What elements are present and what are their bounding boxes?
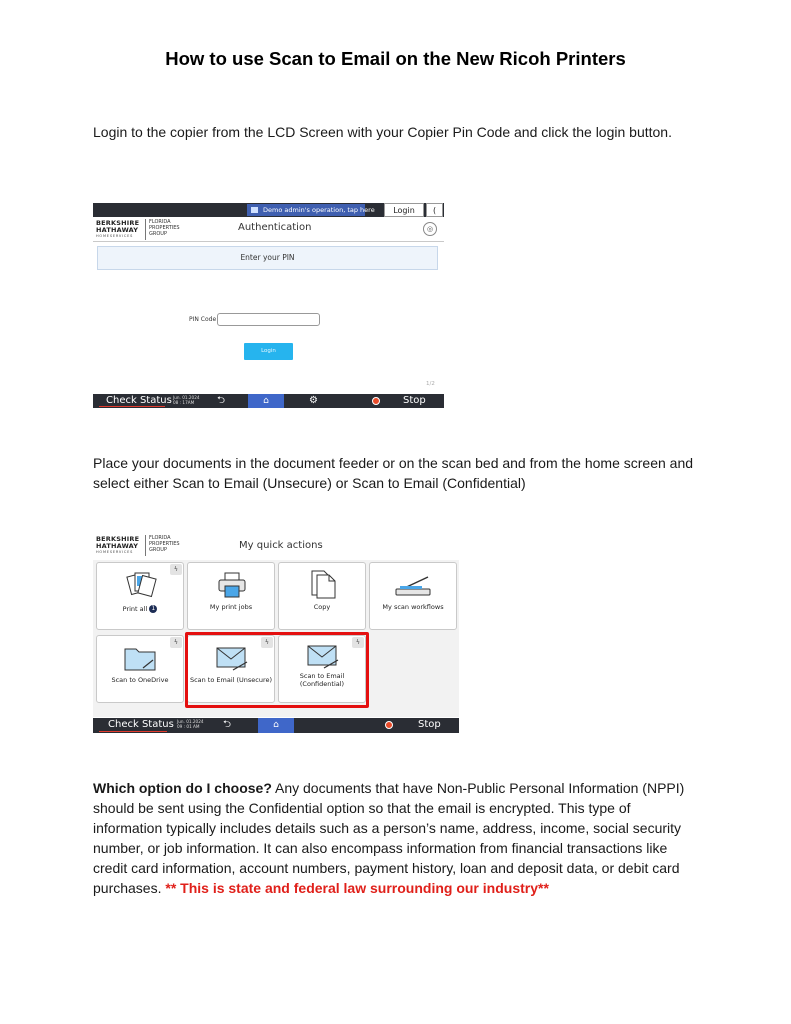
logo-divider (145, 535, 146, 556)
pin-input[interactable] (217, 313, 320, 326)
logo-partner1: FLORIDA (149, 219, 171, 225)
stop-button[interactable]: Stop (418, 719, 441, 730)
copy-icon (309, 569, 337, 599)
print-all-text: Print all (122, 605, 148, 613)
gear-icon[interactable]: ⚙ (309, 395, 318, 406)
brand-logo (96, 535, 186, 557)
stop-indicator-icon (385, 721, 393, 729)
date-text: Jun. 01.2024 (173, 395, 200, 400)
printer-icon (216, 571, 248, 599)
back-icon[interactable]: ⮌ (217, 395, 226, 406)
admin-notification[interactable] (247, 204, 375, 216)
my-print-jobs-tile[interactable] (187, 562, 275, 630)
date-text: Jun. 01.2024 (177, 719, 204, 724)
logo-partner3: GROUP (149, 547, 167, 553)
scanner-icon (394, 573, 434, 597)
bottom-bar (93, 394, 444, 408)
authentication-screenshot (93, 203, 444, 408)
screen-icon (251, 207, 258, 213)
my-print-jobs-label: My print jobs (209, 603, 253, 611)
login-button[interactable]: Login (244, 343, 293, 360)
step1-instructions: Login to the copier from the LCD Screen with your Copier Pin Code and click the login button. (93, 124, 672, 140)
logo-line2: HATHAWAY (96, 542, 139, 550)
header-divider (93, 241, 444, 242)
brand-logo (96, 219, 186, 241)
explanation-body: Any documents that have Non-Public Personal Information (NPPI) should be sent using the Confidential option so that the email is encrypted. This type of information typically includes details such as a person’s name, address, income, social security number, or job information. It can also encompass information from financial transactions like credit card information, account numbers, payment history, loan and deposit data, or debit card purchases. (93, 780, 685, 896)
bolt-icon: ϟ (352, 637, 364, 648)
print-all-label (97, 605, 183, 613)
print-all-icon (125, 569, 157, 599)
scan-email-conf-line1: Scan to Email (299, 672, 345, 680)
scan-to-onedrive-label: Scan to OneDrive (111, 676, 169, 684)
login-button-top[interactable]: Login (384, 203, 424, 217)
pin-prompt-banner: Enter your PIN (97, 246, 438, 270)
logo-line2: HATHAWAY (96, 226, 139, 234)
bolt-icon: ϟ (261, 637, 273, 648)
copy-tile[interactable] (278, 562, 366, 630)
back-icon[interactable]: ⮌ (223, 719, 232, 730)
quick-actions-screenshot (93, 532, 459, 733)
datetime (173, 395, 200, 405)
home-icon[interactable]: ⌂ (258, 718, 294, 733)
scan-to-onedrive-tile[interactable] (96, 635, 184, 703)
logo-line1: BERKSHIRE (96, 535, 140, 543)
datetime (177, 719, 204, 729)
screen-title: Authentication (238, 222, 312, 233)
check-status-button[interactable]: Check Status (106, 395, 172, 406)
print-all-badge: 1 (149, 605, 157, 613)
time-text: 08 : 17AM (173, 400, 195, 405)
bolt-icon: ϟ (170, 564, 182, 575)
page-title: How to use Scan to Email on the New Ricoh Printers (165, 48, 626, 69)
check-status-indicator (99, 406, 165, 407)
print-all-tile[interactable] (96, 562, 184, 630)
admin-notification-text: Demo admin's operation, tap here (263, 206, 375, 214)
scan-to-email-unsecure-label: Scan to Email (Unsecure) (189, 676, 273, 684)
pin-label: PIN Code (189, 316, 217, 323)
my-scan-workflows-label: My scan workflows (382, 603, 444, 611)
folder-icon (123, 644, 157, 672)
highlight-box (185, 632, 369, 708)
explanation-question: Which option do I choose? (93, 780, 272, 796)
stop-button[interactable]: Stop (403, 395, 426, 406)
check-status-button[interactable]: Check Status (108, 719, 174, 730)
logo-line3: HOMESERVICES (96, 234, 134, 238)
dial-icon[interactable]: ◎ (423, 222, 437, 236)
moon-icon[interactable]: ( (426, 203, 443, 217)
time-text: 09 : 01 AM (177, 724, 200, 729)
check-status-indicator (99, 731, 167, 732)
explanation-paragraph (93, 778, 703, 898)
logo-line3: HOMESERVICES (96, 550, 134, 554)
page-indicator: 1/2 (426, 381, 435, 387)
my-scan-workflows-tile[interactable] (369, 562, 457, 630)
law-notice: ** This is state and federal law surrounding our industry** (165, 880, 549, 896)
logo-line1: BERKSHIRE (96, 219, 140, 227)
stop-indicator-icon (372, 397, 380, 405)
logo-partner1: FLORIDA (149, 535, 171, 541)
logo-partner2: PROPERTIES (149, 541, 180, 547)
logo-divider (145, 219, 146, 240)
bolt-icon: ϟ (170, 637, 182, 648)
screen-title: My quick actions (239, 540, 323, 551)
logo-partner2: PROPERTIES (149, 225, 180, 231)
step2-instructions: Place your documents in the document feeder or on the scan bed and from the home screen and select either Scan to Email (Unsecure) or Scan to Email (Confidential) (93, 455, 694, 491)
copy-label: Copy (313, 603, 331, 611)
scan-email-conf-line2: (Confidential) (299, 680, 345, 688)
home-icon[interactable]: ⌂ (248, 394, 284, 408)
bottom-bar (93, 718, 459, 733)
logo-partner3: GROUP (149, 231, 167, 237)
